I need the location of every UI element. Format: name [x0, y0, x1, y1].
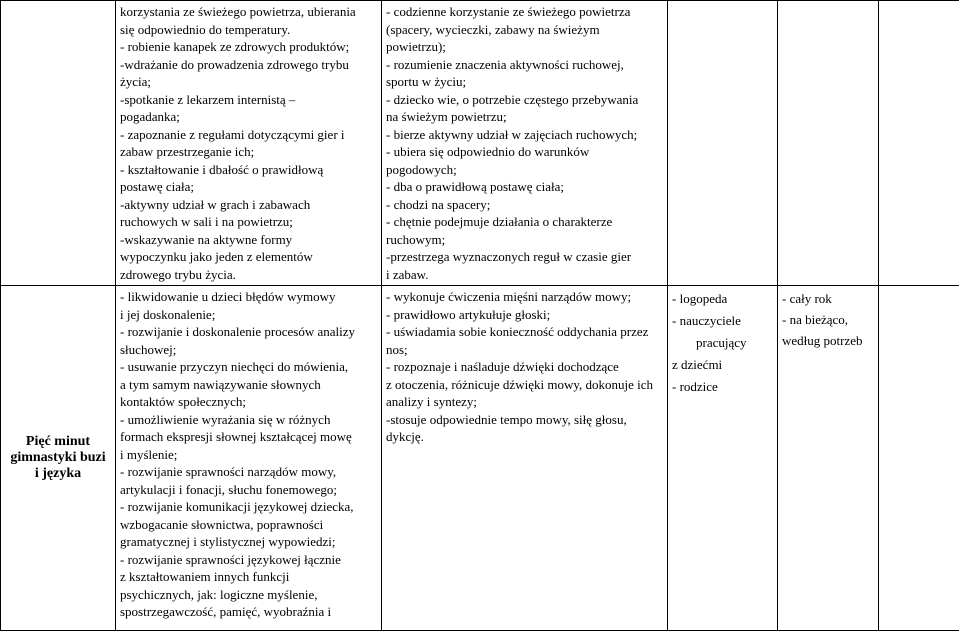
methods-line: psychicznych, jak: logiczne myślenie,: [120, 586, 318, 602]
methods-line: się odpowiednio do temperatury.: [120, 21, 291, 37]
outcomes-line: - dziecko wie, o potrzebie częstego przebywania: [386, 91, 639, 107]
methods-line: - likwidowanie u dzieci błędów wymowy: [120, 289, 336, 304]
methods-line: formach ekspresji słownej kształcącej mowę: [120, 429, 352, 444]
outcomes-line: - chodzi na spacery;: [386, 196, 491, 212]
methods-line: artykulacji i fonacji, słuchu fonemowego;: [120, 481, 337, 497]
outcomes-line: - chętnie podejmuje działania o charakterze: [386, 214, 613, 229]
outcomes-line: - wykonuje ćwiczenia mięśni narządów mowy;: [386, 289, 632, 304]
methods-cell: [116, 1, 382, 286]
timing-cell-empty: [778, 1, 879, 286]
outcomes-line: na świeżym powietrzu;: [386, 109, 507, 124]
methods-line: - rozwijanie komunikacji językowej dziecka,: [120, 499, 354, 514]
timing-line: według potrzeb: [782, 333, 863, 348]
methods-line: -wdrażanie do prowadzenia zdrowego trybu: [120, 56, 349, 72]
outcomes-line: - prawidłowo artykułuje głoski;: [386, 306, 551, 322]
methods-line: gramatycznej i stylistycznej wypowiedzi;: [120, 534, 336, 549]
methods-line: - zapoznanie z regułami dotyczącymi gier i: [120, 126, 345, 142]
outcomes-line: - uświadamia sobie konieczność oddychania przez: [386, 324, 649, 339]
outcomes-line: - codzienne korzystanie ze świeżego powietrza: [386, 4, 631, 19]
persons-line: - logopeda: [672, 291, 728, 306]
methods-line: i myślenie;: [120, 446, 178, 462]
outcomes-cell: [382, 1, 668, 286]
outcomes-line: i zabaw.: [386, 266, 429, 282]
methods-line: życia;: [120, 74, 152, 89]
persons-cell: [668, 286, 778, 631]
outcomes-line: -stosuje odpowiednie tempo mowy, siłę głosu,: [386, 411, 627, 427]
methods-line: wzbogacanie słownictwa, poprawności: [120, 516, 324, 532]
methods-line: - robienie kanapek ze zdrowych produktów;: [120, 39, 350, 54]
outcomes-line: analizy i syntezy;: [386, 394, 477, 409]
outcomes-line: - ubiera się odpowiednio do warunków: [386, 144, 590, 159]
methods-line: zabaw przestrzeganie ich;: [120, 144, 255, 159]
methods-cell: [116, 286, 382, 631]
name-cell-empty: [1, 1, 116, 286]
persons-line: pracujący: [696, 335, 747, 350]
methods-line: kontaktów społecznych;: [120, 394, 246, 409]
methods-line: i jej doskonalenie;: [120, 306, 216, 322]
methods-line: spostrzegawczość, pamięć, wyobraźnia i: [120, 604, 332, 619]
methods-line: - rozwijanie sprawności narządów mowy,: [120, 464, 337, 479]
methods-line: z kształtowaniem innych funkcji: [120, 569, 290, 584]
activity-name-line: Pięć minut: [25, 434, 91, 449]
outcomes-line: pogodowych;: [386, 161, 457, 177]
methods-line: a tym samym nawiązywanie słownych: [120, 376, 321, 392]
outcomes-line: dykcję.: [386, 429, 424, 444]
methods-line: -wskazywanie na aktywne formy: [120, 231, 293, 247]
methods-line: -aktywny udział w grach i zabawach: [120, 196, 311, 212]
methods-line: - rozwijanie i doskonalenie procesów analizy: [120, 324, 355, 339]
methods-line: - rozwijanie sprawności językowej łącznie: [120, 551, 341, 567]
timing-line: - na bieżąco,: [782, 312, 849, 327]
activity-name-line: gimnastyki buzi: [10, 450, 106, 465]
persons-line: - nauczyciele: [672, 313, 741, 328]
methods-line: korzystania ze świeżego powietrza, ubierania: [120, 4, 356, 19]
activity-name-line: i języka: [34, 466, 82, 481]
outcomes-line: nos;: [386, 341, 408, 357]
methods-line: postawę ciała;: [120, 179, 194, 194]
outcomes-line: - dba o prawidłową postawę ciała;: [386, 179, 564, 194]
extra-cell-empty: [879, 1, 959, 286]
methods-line: wypoczynku jako jeden z elementów: [120, 249, 313, 264]
persons-cell-empty: [668, 1, 778, 286]
table-row: [1, 1, 959, 286]
methods-line: ruchowych w sali i na powietrzu;: [120, 214, 293, 229]
outcomes-line: -przestrzega wyznaczonych reguł w czasie gier: [386, 249, 632, 264]
timing-line: - cały rok: [782, 291, 832, 306]
methods-line: - umożliwienie wyrażania się w różnych: [120, 411, 331, 427]
methods-line: - usuwanie przyczyn niechęci do mówienia,: [120, 359, 349, 374]
extra-cell-empty: [879, 286, 959, 631]
methods-line: zdrowego trybu życia.: [120, 266, 236, 282]
outcomes-line: ruchowym;: [386, 231, 446, 247]
outcomes-line: sportu w życiu;: [386, 74, 467, 89]
outcomes-line: z otoczenia, różnicuje dźwięki mowy, dokonuje ich: [386, 376, 654, 392]
persons-line: - rodzice: [672, 379, 718, 394]
methods-line: -spotkanie z lekarzem internistą –: [120, 91, 296, 107]
outcomes-line: (spacery, wycieczki, zabawy na świeżym: [386, 21, 600, 37]
outcomes-line: - rozpoznaje i naśladuje dźwięki dochodzące: [386, 359, 619, 374]
methods-line: - kształtowanie i dbałość o prawidłową: [120, 161, 324, 177]
methods-line: pogadanka;: [120, 109, 180, 124]
outcomes-line: - rozumienie znaczenia aktywności ruchowej,: [386, 56, 624, 72]
outcomes-line: - bierze aktywny udział w zajęciach ruchowych;: [386, 126, 638, 142]
table-row: [1, 286, 959, 631]
methods-line: słuchowej;: [120, 341, 177, 357]
timing-cell: [778, 286, 879, 631]
persons-line: z dziećmi: [672, 357, 723, 372]
outcomes-cell: [382, 286, 668, 631]
activity-name-cell: [1, 286, 116, 631]
outcomes-line: powietrzu);: [386, 39, 446, 54]
